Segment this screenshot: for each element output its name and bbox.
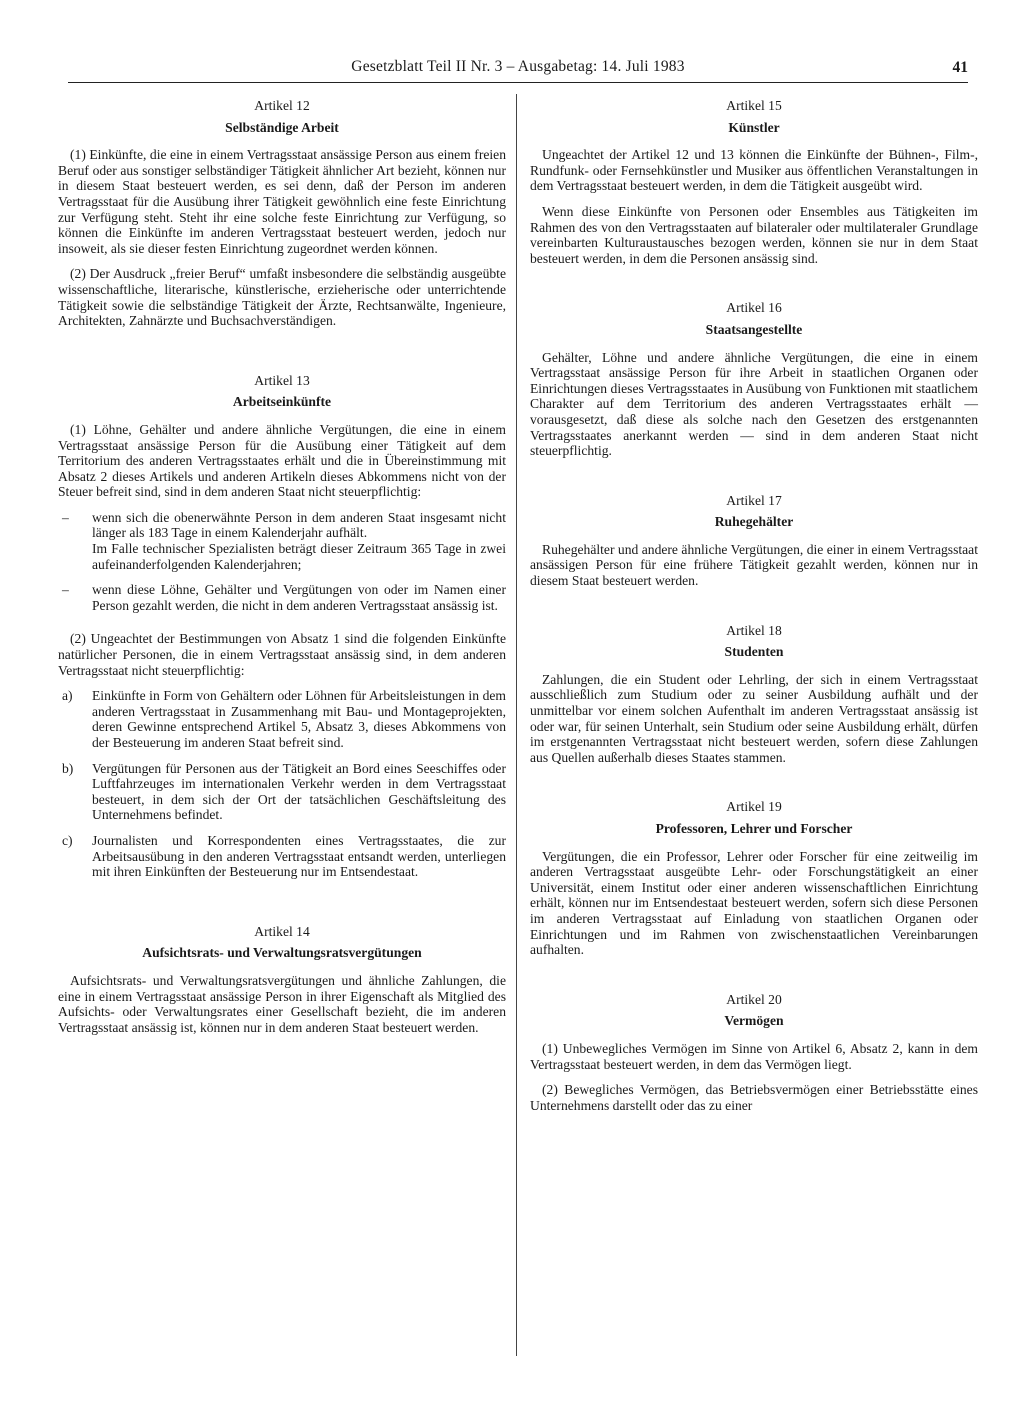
paragraph: Wenn diese Einkünfte von Personen oder Ensembles aus Tätigkeiten im Rahmen des von den Vertragsstaaten auf bilateraler oder multilateraler Grundlage vereinbarten Kulturaustausches bezogen werden, können sie nur in dem Staat besteuert werden, in dem die Personen ansässig sind.	[530, 203, 978, 266]
list-marker: a)	[62, 688, 73, 704]
paragraph: (2) Ungeachtet der Bestimmungen von Absatz 1 sind die folgenden Einkünfte natürlicher Personen, die in einem Vertragsstaat ansässig sind, in dem anderen Vertragsstaat nicht steuerpflichtig:	[58, 631, 506, 678]
article-14	[58, 924, 506, 1036]
article-title: Vermögen	[724, 1013, 784, 1029]
article-number: Artikel 12	[254, 98, 310, 113]
page-header	[68, 52, 968, 83]
list-text: Einkünfte in Form von Gehältern oder Löhnen für Arbeitsleistungen in dem anderen Vertragsstaat in Zusammenhang mit Bau- und Montageprojekten, deren Gewinne entsprechend Artikel 5, Absatz 3, dieses Abkommens von der Besteuerung im anderen Staat befreit sind.	[92, 688, 506, 750]
article-number: Artikel 17	[726, 492, 782, 508]
list-item	[58, 761, 506, 823]
paragraph: (1) Einkünfte, die eine in einem Vertragsstaat ansässige Person aus einem freien Beruf oder aus sonstiger selbständiger Tätigkeit ähnlicher Art bezieht, können nur in diesem Staat besteuert werden, es sei denn, daß der Person im anderen Vertragsstaat für die Ausübung ihrer Tätigkeit gewöhnlich eine feste Einrichtung zur Verfügung steht. Steht ihr eine solche feste Einrichtung zur Verfügung, so können die Einkünfte im anderen Vertragsstaat besteuert werden, jedoch nur insoweit, als sie dieser festen Einrichtung zugeordnet werden können.	[58, 147, 506, 256]
dash-marker: –	[62, 582, 69, 598]
paragraph: Zahlungen, die ein Student oder Lehrling, der sich in einem Vertragsstaat ausschließlich zum Studium oder zu seiner Ausbildung aufhält und der unmittelbar vor einem solchen Aufenthalt im anderen Vertragsstaat ansässig ist oder war, für seinen Unterhalt, sein Studium oder seine Ausbildung erhält, dürfen im erstgenannten Vertragsstaat nicht besteuert werden, sofern diese Zahlungen aus Quellen außerhalb dieses Staates stammen.	[530, 671, 978, 765]
article-number: Artikel 15	[726, 98, 782, 113]
dash-marker: –	[62, 509, 69, 525]
article-number: Artikel 13	[254, 372, 310, 388]
page-number: 41	[952, 59, 968, 76]
paragraph: Gehälter, Löhne und andere ähnliche Vergütungen, die eine in einem Vertragsstaat ansässige Person für ihre Arbeit in staatlichen Organen oder Einrichtungen dieses Vertragsstaates in Ausübung von Funktionen mit staatlichem Charakter auf dem Territorium des anderen Vertragsstaates erhält — vorausgesetzt, daß diese als solche nach den Gesetzen des erstgenannten Vertragsstaates anerkannt werden — sind in dem anderen Staat nicht steuerpflichtig.	[530, 349, 978, 459]
article-title: Ruhegehälter	[714, 514, 794, 530]
dash-list	[58, 510, 506, 614]
article-number: Artikel 18	[726, 622, 782, 638]
article-title: Studenten	[724, 644, 784, 660]
paragraph: Vergütungen, die ein Professor, Lehrer oder Forscher für eine zeitweilig im anderen Vertragsstaat ausgeübte Lehr- oder Forschungstätigkeit an einer Universität, einem Institut oder einer anderen wissenschaftlichen Einrichtung erhält, können nur im Entsendestaat besteuert werden, sofern sich diese Personen im anderen Vertragsstaat auf Einladung von staatlichen Organen oder Einrichtungen und im Rahmen von zwischenstaatlichen Vereinbarungen aufhalten.	[530, 848, 978, 958]
article-number: Artikel 20	[726, 991, 782, 1007]
list-marker: c)	[62, 832, 73, 848]
article-15	[530, 98, 978, 266]
list-text: wenn sich die obenerwähnte Person in dem anderen Staat insgesamt nicht länger als 183 Tage in einem Kalenderjahr aufhält.	[92, 509, 506, 541]
list-text: Journalisten und Korrespondenten eines Vertragsstaates, die zur Arbeitsausübung in den anderen Vertragsstaat entsandt werden, unterliegen mit ihren Einkünften der Besteuerung nur im Entsendestaat.	[92, 832, 506, 880]
right-column	[530, 94, 978, 1139]
lettered-list	[58, 688, 506, 880]
paragraph: Aufsichtsrats- und Verwaltungsratsvergütungen und ähnliche Zahlungen, die eine in einem Vertragsstaat ansässige Person in ihrer Eigenschaft als Mitglied des Aufsichts- oder Verwaltungsrates einer Gesellschaft bezieht, die im anderen Vertragsstaat ansässig ist, können nur in dem anderen Staat besteuert werden.	[58, 972, 506, 1035]
article-title: Aufsichtsrats- und Verwaltungsratsvergütungen	[142, 945, 422, 961]
paragraph: (2) Der Ausdruck „freier Beruf“ umfaßt insbesondere die selbständig ausgeübte wissenschaftliche, literarische, künstlerische, erzieherische oder unterrichtende Tätigkeit sowie die selbständige Tätigkeit der Ärzte, Rechtsanwälte, Ingenieure, Architekten, Zahnärzte und Buchsachverständigen.	[58, 266, 506, 329]
article-12	[58, 98, 506, 329]
paragraph: Ungeachtet der Artikel 12 und 13 können die Einkünfte der Bühnen-, Film-, Rundfunk- oder Fernsehkünstler und Musiker aus öffentlichen Veranstaltungen in dem Vertragsstaat besteuert werden, in dem die Tätigkeit ausgeübt wird.	[530, 147, 978, 194]
article-number: Artikel 14	[254, 923, 310, 939]
article-13	[58, 373, 506, 880]
article-17	[530, 493, 978, 589]
paragraph: (1) Unbewegliches Vermögen im Sinne von Artikel 6, Absatz 2, kann in dem Vertragsstaat besteuert werden, in dem das Vermögen liegt.	[530, 1040, 978, 1072]
paragraph: (2) Bewegliches Vermögen, das Betriebsvermögen einer Betriebsstätte eines Unternehmens darstellt oder das zu einer	[530, 1082, 978, 1113]
article-number: Artikel 16	[726, 300, 782, 316]
article-title: Selbständige Arbeit	[225, 119, 339, 135]
article-title: Professoren, Lehrer und Forscher	[655, 821, 853, 836]
article-title: Staatsangestellte	[705, 321, 803, 337]
article-19	[530, 799, 978, 957]
article-20	[530, 992, 978, 1114]
list-item	[58, 510, 506, 572]
paragraph: (1) Löhne, Gehälter und andere ähnliche Vergütungen, die eine in einem Vertragsstaat ansässige Person für die Ausübung einer Tätigkeit auf dem Territorium des anderen Vertragsstaates erhält und die in Übereinstimmung mit Absatz 2 dieses Artikels und anderen Artikeln dieses Abkommens nicht von der Steuer befreit sind, sind in dem anderen Staat nicht steuerpflichtig:	[58, 421, 506, 500]
article-title: Arbeitseinkünfte	[232, 394, 332, 410]
list-item	[58, 833, 506, 880]
list-marker: b)	[62, 760, 74, 776]
article-title: Künstler	[728, 119, 780, 135]
header-title: Gesetzblatt Teil II Nr. 3 – Ausgabetag: 14. Juli 1983	[351, 58, 685, 75]
article-16	[530, 300, 978, 458]
paragraph: Ruhegehälter und andere ähnliche Vergütungen, die einer in einem Vertragsstaat ansässigen Person für eine frühere Tätigkeit gezahlt werden, können nur in diesem Staat besteuert werden.	[530, 541, 978, 589]
left-column	[58, 94, 506, 1061]
list-item	[58, 688, 506, 750]
list-text: Im Falle technischer Spezialisten beträgt dieser Zeitraum 365 Tage in zwei aufeinanderfolgenden Kalenderjahren;	[92, 541, 506, 572]
column-divider	[516, 94, 517, 1356]
article-number: Artikel 19	[726, 799, 782, 815]
list-text: Vergütungen für Personen aus der Tätigkeit an Bord eines Seeschiffes oder Luftfahrzeuges im internationalen Verkehr werden in dem Vertragsstaat besteuert, in dem sich der Ort der tatsächlichen Geschäftsleitung des Unternehmens befindet.	[92, 760, 506, 823]
list-item	[58, 582, 506, 613]
article-18	[530, 623, 978, 766]
list-text: wenn diese Löhne, Gehälter und Vergütungen von oder im Namen einer Person gezahlt werden, die nicht in dem anderen Vertragsstaat ansässig ist.	[92, 582, 506, 613]
